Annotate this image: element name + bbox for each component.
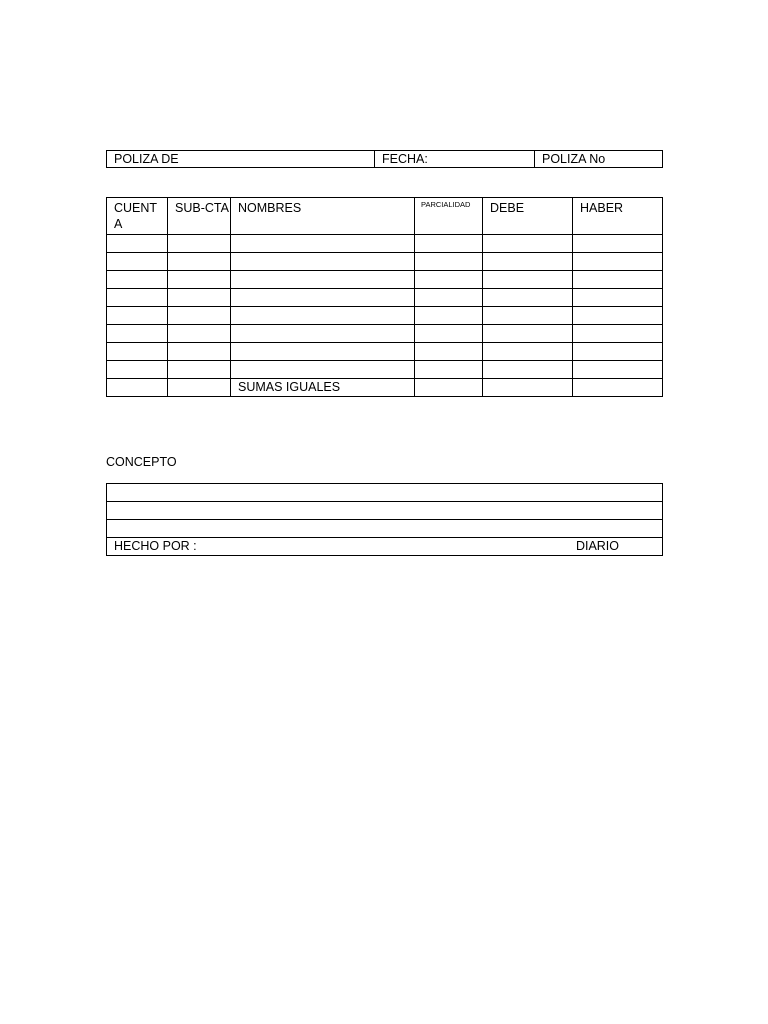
column-header-debe: DEBE [483,198,573,235]
sumas-iguales-row [107,379,663,397]
cell[interactable] [483,325,573,343]
cell[interactable] [231,253,415,271]
column-header-cuenta: CUENT A [107,198,168,235]
cell[interactable] [231,271,415,289]
cell[interactable] [168,361,231,379]
cell[interactable] [168,343,231,361]
cell[interactable] [573,343,663,361]
cell[interactable] [483,361,573,379]
cell[interactable] [107,361,168,379]
poliza-no-field[interactable]: POLIZA No [535,151,663,168]
cell[interactable] [573,289,663,307]
poliza-de-field[interactable]: POLIZA DE [107,151,375,168]
cell[interactable] [573,307,663,325]
table-row [107,307,663,325]
cell[interactable] [573,361,663,379]
table-row [107,235,663,253]
cell[interactable] [168,271,231,289]
cell[interactable] [415,235,483,253]
cell[interactable] [231,325,415,343]
cell[interactable] [231,235,415,253]
table-row [107,253,663,271]
cell[interactable] [168,379,231,397]
cell[interactable] [415,343,483,361]
concepto-line-cell[interactable] [107,484,663,502]
cell[interactable] [415,253,483,271]
concepto-line-cell[interactable] [107,502,663,520]
table-row [107,289,663,307]
cell[interactable] [483,343,573,361]
cell[interactable] [573,253,663,271]
cell[interactable] [483,307,573,325]
table-row [107,325,663,343]
cell[interactable] [107,271,168,289]
column-header-nombres: NOMBRES [231,198,415,235]
concepto-table [106,483,663,556]
column-header-parcialidad: PARCIALIDAD [415,198,483,235]
cell[interactable] [415,289,483,307]
column-header-haber: HABER [573,198,663,235]
cell[interactable] [231,289,415,307]
hecho-por-label: HECHO POR : [114,539,197,553]
cell[interactable] [573,235,663,253]
cell[interactable] [231,361,415,379]
cell[interactable] [231,307,415,325]
cell[interactable] [107,343,168,361]
concepto-line [107,520,663,538]
cell[interactable] [415,307,483,325]
entries-table [106,197,663,397]
sumas-iguales-label: SUMAS IGUALES [231,379,415,397]
table-row [107,361,663,379]
hecho-por-cell[interactable] [107,538,663,556]
hecho-por-row [107,538,663,556]
concepto-line [107,502,663,520]
cell[interactable] [415,325,483,343]
cell[interactable] [168,307,231,325]
concepto-line-cell[interactable] [107,520,663,538]
table-row [107,343,663,361]
column-header-subcta: SUB-CTA [168,198,231,235]
cell[interactable] [231,343,415,361]
cell[interactable] [107,235,168,253]
poliza-header-table [106,150,663,168]
cell[interactable] [483,235,573,253]
cell[interactable] [107,289,168,307]
concepto-line [107,484,663,502]
cell[interactable] [107,325,168,343]
cell[interactable] [483,271,573,289]
cell[interactable] [483,253,573,271]
cell[interactable] [415,271,483,289]
cell[interactable] [573,271,663,289]
cell[interactable] [107,253,168,271]
hecho-por-content [114,538,662,554]
cell[interactable] [168,325,231,343]
diario-label: DIARIO [575,539,619,553]
poliza-header-row [107,151,663,168]
cell[interactable] [168,235,231,253]
fecha-field[interactable]: FECHA: [375,151,535,168]
cell[interactable] [573,325,663,343]
cell[interactable] [107,379,168,397]
cell[interactable] [107,307,168,325]
cell[interactable] [168,289,231,307]
sumas-debe-cell[interactable] [483,379,573,397]
sumas-parcialidad-cell[interactable] [415,379,483,397]
sumas-haber-cell[interactable] [573,379,663,397]
entries-header-row [107,198,663,235]
cell[interactable] [415,361,483,379]
concepto-label: CONCEPTO [106,455,177,469]
cell[interactable] [168,253,231,271]
table-row [107,271,663,289]
cell[interactable] [483,289,573,307]
